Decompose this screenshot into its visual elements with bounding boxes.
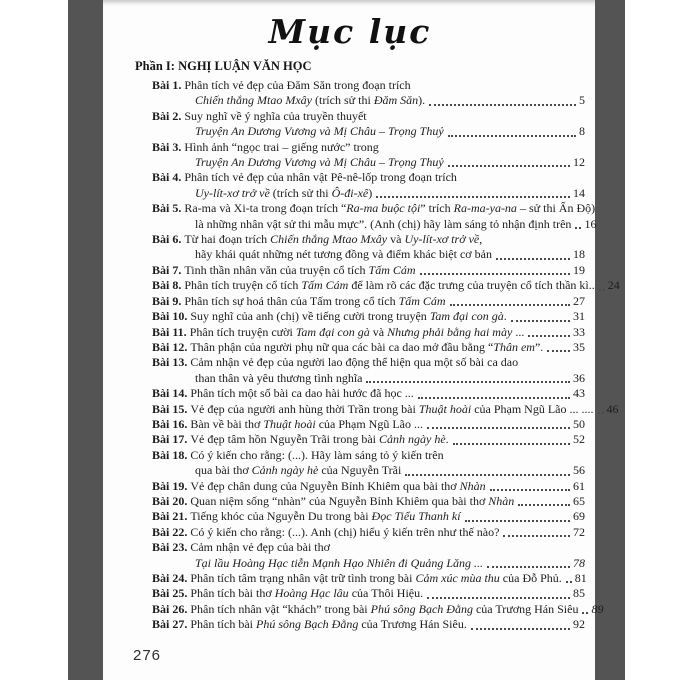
toc-entry-text: [135, 140, 379, 155]
toc-entry-run: Phân tích một số bài ca dao hài hước đã học ...: [190, 386, 414, 401]
toc-entry-run: Chiến thắng Mtao Mxây: [270, 232, 388, 247]
toc-entry-run: Phú sông Bạch Đằng: [370, 601, 473, 616]
toc-entry-run: Tam đại con gà: [429, 309, 504, 324]
toc-entry-text: [135, 170, 457, 185]
toc-entry-run: và: [369, 324, 388, 339]
toc-entry-run: là những nhân vật sử thi mẫu mực”. (Anh (chị) hãy làm sáng tỏ nhận định trên: [195, 216, 572, 231]
toc-entry: [135, 355, 585, 370]
toc-entry-run: Đọc Tiểu Thanh kí: [371, 509, 461, 524]
toc-page-number: 5: [579, 93, 585, 108]
toc-entry-run: Thân phận của người phụ nữ qua các bài ca dao mở đầu bằng “: [190, 339, 494, 354]
toc-entry-run: Bài 18.: [152, 447, 191, 462]
toc-entry-run: của Đỗ Phủ.: [499, 571, 562, 585]
toc-entry-run: Phân tích truyện cổ tích: [184, 278, 302, 293]
dot-leader: [487, 566, 570, 568]
toc-entry-text: [135, 278, 595, 293]
toc-entry-run: Truyện An Dương Vương và Mị Châu – Trọng Thuỷ: [195, 155, 444, 170]
toc-entry-run: Bài 17.: [152, 432, 191, 447]
toc-entry-run: Nhàn: [459, 478, 486, 493]
toc-entry-text: [135, 355, 518, 370]
toc-entry-text: [135, 556, 483, 571]
toc-entry: [135, 140, 585, 155]
toc-page-number: 36: [573, 370, 585, 385]
toc-page-number: 56: [573, 463, 585, 478]
dot-leader: [518, 504, 570, 506]
toc-page-number: 35: [573, 339, 585, 354]
toc-entry-run: Phân tích truyện cười: [189, 324, 296, 339]
toc-entry-run: ).: [418, 93, 426, 108]
toc-entry-run: Cảnh ngày hè: [379, 432, 446, 447]
toc-entry-run: Bài 13.: [152, 355, 191, 370]
book-page: [103, 0, 620, 680]
toc-entry-run: ,: [479, 232, 483, 247]
toc-entry-run: Quan niệm sống “nhàn” của Nguyễn Bỉnh Khiêm qua bài thơ: [190, 493, 489, 508]
toc-page-number: 27: [573, 293, 585, 308]
toc-entry: [135, 170, 585, 185]
toc-entry-text: [135, 509, 461, 524]
toc-entry-run: Thuật hoài: [418, 401, 472, 416]
toc-entry-run: Uy-lít-xơ trở về: [404, 232, 480, 247]
toc-entry-run: Phân tích bài thơ: [190, 586, 275, 601]
toc-entry-run: Bài 21.: [152, 509, 191, 524]
toc-entry: [135, 540, 585, 555]
toc-entry-run: Thân em: [493, 339, 535, 354]
toc-entry-run: Tấm Cám: [368, 262, 416, 277]
toc-entry-run: Phân tích sự hoá thân của Tấm trong cổ tích: [184, 293, 399, 308]
toc-entry: [135, 232, 585, 247]
toc-entry-run: Bài 16.: [152, 416, 191, 431]
toc-page-number: 52: [573, 432, 585, 447]
toc-entry-text: [135, 479, 486, 494]
toc-entry-text: [135, 124, 444, 139]
toc-entry-run: Bài 7.: [152, 262, 185, 277]
dot-leader: [418, 397, 570, 399]
toc-entry-run: ” trích: [420, 201, 454, 216]
toc-entry-run: ...: [512, 324, 525, 339]
toc-entry-run: ): [368, 185, 373, 200]
toc-entry: [135, 78, 585, 93]
toc-entry-text: [135, 448, 444, 463]
toc-page-number: 69: [573, 509, 585, 524]
toc-entry-run: Ra-ma buộc tội: [346, 201, 421, 216]
toc-entry-text: [135, 340, 543, 355]
toc-entry: [135, 479, 585, 494]
toc-entry-run: Cảnh ngày hè: [251, 463, 319, 478]
toc-entry-run: than thân và yêu thương tình nghĩa: [195, 370, 363, 385]
toc-entry-run: Đăm Săn: [373, 93, 419, 108]
toc-entry-run: Cảm nhận vẻ đẹp của người lao động thể hiện qua một số bài ca dao: [190, 355, 519, 370]
toc-entry-run: Bài 11.: [152, 324, 190, 339]
toc-page-number: 50: [573, 416, 585, 431]
toc-entry-run: của Thôi Hiệu.: [348, 586, 424, 601]
toc-entry-run: Tinh thần nhân văn của truyện cổ tích: [184, 262, 369, 277]
toc-page-number: 72: [573, 524, 585, 539]
toc-entry-run: Cảm nhận vẻ đẹp của bài thơ: [190, 540, 330, 555]
dot-leader: [453, 443, 570, 445]
dot-leader: [448, 165, 570, 167]
toc-entry-text: [135, 155, 444, 170]
toc-entry-run: Tam đại con gà: [295, 324, 370, 339]
toc-entry-run: Hình ảnh “ngọc trai – giếng nước” trong: [184, 139, 379, 154]
toc-entry: [135, 201, 596, 216]
toc-entry: [135, 494, 585, 509]
toc-entry-run: Cảm xúc mùa thu: [415, 571, 500, 585]
toc-entry-run: Bài 19.: [152, 478, 191, 493]
toc-entry-run: .: [445, 432, 449, 447]
toc-entry: [135, 340, 585, 355]
toc-entry-run: Bài 25.: [152, 586, 191, 601]
dot-leader: [427, 427, 570, 429]
toc-entry-run: ...: [471, 555, 483, 570]
toc-entry: [135, 124, 585, 139]
toc-entry-text: [135, 247, 492, 262]
toc-entry-run: Bài 23.: [152, 540, 191, 555]
toc-entry: [135, 586, 585, 601]
toc-entry-run: Tấm Cám: [398, 293, 446, 308]
toc-entry: [135, 109, 585, 124]
toc-entry-text: [135, 186, 372, 201]
toc-entry-text: [135, 386, 414, 401]
dot-leader: [496, 258, 570, 260]
dot-leader: [566, 581, 572, 583]
toc-entry-run: của Trương Hán Siêu: [472, 601, 579, 616]
toc-entry-run: Tại lầu Hoàng Hạc tiễn Mạnh Hạo Nhiên đi Quảng Lăng: [195, 555, 471, 570]
toc-page-number: 92: [573, 617, 585, 632]
toc-entry-run: Ra-ma và Xi-ta trong đoạn trích “: [184, 201, 347, 216]
page-number: 276: [133, 646, 162, 664]
toc-entry-run: Bài 2.: [152, 108, 185, 123]
toc-entry-run: Bài 9.: [152, 293, 185, 308]
toc-entry-text: [135, 602, 578, 617]
toc-entry-run: Tấm Cám: [301, 278, 349, 293]
toc-entry-run: của Trương Hán Siêu.: [358, 617, 467, 632]
toc-entry-run: Vẻ đẹp tâm hồn Nguyễn Trãi trong bài: [190, 432, 379, 447]
toc-page-number: 31: [573, 309, 585, 324]
toc-entry-run: Bài 8.: [152, 278, 185, 293]
toc-entry-text: [135, 309, 507, 324]
dot-leader: [429, 104, 576, 106]
toc-list: [135, 78, 620, 633]
toc-page-number: 85: [573, 586, 585, 601]
toc-page-number: 16: [584, 216, 597, 231]
toc-entry: [135, 525, 585, 540]
toc-entry-run: Phân tích tâm trạng nhân vật trữ tình trong bài: [190, 571, 416, 585]
toc-entry: [135, 216, 597, 232]
toc-entry-run: Có ý kiến cho rằng: (...). Hãy làm sáng tỏ ý kiến trên: [190, 447, 444, 462]
toc-page-number: 61: [573, 478, 585, 493]
dot-leader: [598, 412, 604, 414]
toc-entry-run: Suy nghĩ về ý nghĩa của truyền thuyết: [184, 108, 367, 123]
toc-entry-run: Bài 20.: [152, 493, 191, 508]
toc-entry: [135, 417, 585, 432]
toc-entry-run: Thuật hoài: [263, 416, 316, 431]
toc-entry-text: [135, 417, 423, 432]
toc-entry-text: [135, 294, 446, 309]
toc-entry-run: Có ý kiến cho rằng: (...). Anh (chị) hiểu ý kiến trên như thế nào?: [190, 524, 500, 539]
toc-entry-text: [135, 109, 367, 124]
toc-entry-run: Phân tích nhân vật “khách” trong bài: [190, 601, 371, 616]
toc-entry-run: (trích sử thi: [314, 93, 374, 108]
toc-entry: [135, 278, 620, 293]
toc-entry: [135, 155, 585, 170]
book-photo-backdrop: [68, 0, 625, 680]
toc-entry: [135, 601, 604, 617]
toc-entry-run: – sử thi Ấn Độ): [516, 201, 596, 216]
toc-page-number: 65: [573, 493, 585, 508]
toc-entry-run: Bài 12.: [152, 339, 191, 354]
toc-entry-run: Nhàn: [488, 493, 515, 508]
toc-entry-run: của Phạm Ngũ Lão ...: [315, 416, 423, 431]
toc-entry-text: [135, 432, 449, 447]
toc-entry-text: [135, 402, 594, 417]
toc-entry-run: Ra-ma-ya-na: [453, 201, 517, 216]
toc-entry-run: Nhưng phải bằng hai mày: [387, 324, 513, 339]
dot-leader: [465, 520, 570, 522]
toc-entry: [135, 93, 585, 108]
dot-leader: [420, 273, 570, 275]
toc-entry-run: Bàn về bài thơ: [190, 416, 264, 431]
toc-entry-run: Bài 24.: [152, 571, 191, 585]
toc-entry-run: Vẻ đẹp của người anh hùng thời Trần trong bài: [190, 401, 419, 416]
toc-entry-run: (trích sử thi: [272, 185, 332, 200]
toc-entry: [135, 556, 585, 571]
toc-entry: [135, 386, 585, 401]
toc-page-number: 18: [573, 247, 585, 262]
toc-entry-run: Chiến thắng Mtao Mxây: [195, 93, 315, 108]
dot-leader: [490, 489, 570, 491]
toc-entry-run: Suy nghĩ của anh (chị) về tiếng cười trong truyện: [190, 309, 430, 324]
toc-entry-run: Bài 1.: [152, 78, 185, 92]
toc-entry-text: [135, 494, 514, 509]
toc-page-number: 33: [573, 324, 585, 339]
toc-entry-text: [135, 217, 571, 232]
toc-entry-run: Truyện An Dương Vương và Mị Châu – Trọng Thuỷ: [195, 124, 444, 139]
toc-page-number: 46: [606, 401, 619, 416]
toc-entry-run: Phân tích bài: [190, 617, 256, 632]
toc-entry-run: hãy khái quát những nét tương đồng và điểm khác biệt cơ bản: [195, 247, 492, 262]
toc-page-number: 8: [579, 124, 585, 139]
toc-entry: [135, 509, 585, 524]
toc-entry-run: Bài 10.: [152, 309, 191, 324]
dot-leader: [599, 289, 605, 291]
toc-entry: [135, 294, 585, 309]
toc-entry-run: Phân tích vẻ đẹp của Đăm Săn trong đoạn trích: [184, 78, 411, 92]
toc-entry-run: Hoàng Hạc lâu: [274, 586, 349, 601]
page-title: Mục lục: [268, 12, 432, 51]
dot-leader: [405, 474, 570, 476]
toc-entry: [135, 571, 585, 586]
dot-leader: [582, 612, 588, 614]
toc-entry: [135, 186, 585, 201]
toc-entry-text: [135, 463, 401, 478]
toc-entry-run: Bài 15.: [152, 401, 191, 416]
toc-entry-run: Bài 4.: [152, 170, 185, 185]
toc-entry-text: [135, 571, 562, 586]
toc-entry-run: và: [387, 232, 405, 247]
toc-entry-text: [135, 371, 362, 386]
toc-page-number: 19: [573, 262, 585, 277]
toc-entry-text: [135, 201, 595, 216]
dot-leader: [427, 597, 570, 599]
page-content: [103, 0, 620, 680]
toc-entry-run: của Nguyễn Trãi: [318, 463, 402, 478]
toc-entry-run: Từ hai đoạn trích: [184, 232, 271, 247]
toc-entry-text: [135, 93, 425, 108]
toc-entry-run: Bài 27.: [152, 617, 191, 632]
toc-entry-text: [135, 263, 416, 278]
toc-entry: [135, 325, 585, 340]
toc-entry-run: Bài 3.: [152, 139, 185, 154]
dot-leader: [450, 304, 570, 306]
dot-leader: [471, 628, 570, 630]
toc-entry: [135, 463, 585, 478]
dot-leader: [528, 335, 570, 337]
dot-leader: [376, 196, 570, 198]
toc-entry-text: [135, 232, 482, 247]
dot-leader: [575, 227, 581, 229]
toc-page-number: 89: [591, 601, 604, 616]
toc-entry-text: [135, 525, 499, 540]
toc-page-number: 12: [573, 155, 585, 170]
toc-entry: [135, 401, 619, 417]
toc-entry-run: Bài 5.: [152, 201, 185, 216]
toc-entry-run: Bài 22.: [152, 524, 191, 539]
toc-entry-run: của Phạm Ngũ Lão ... ....: [471, 401, 594, 416]
toc-entry-run: Phú sông Bạch Đằng: [256, 617, 359, 632]
toc-entry-run: Vẻ đẹp chân dung của Nguyễn Bỉnh Khiêm qua bài thơ: [190, 478, 460, 493]
toc-entry-run: để làm rõ các đặc trưng của truyện cổ tích thần kì..: [348, 278, 595, 293]
dot-leader: [503, 535, 570, 537]
toc-entry-run: Tiếng khóc của Nguyễn Du trong bài: [190, 509, 372, 524]
toc-entry-text: [135, 540, 330, 555]
toc-entry: [135, 263, 585, 278]
toc-entry: [135, 448, 585, 463]
dot-leader: [366, 381, 570, 383]
toc-entry-run: qua bài thơ: [195, 463, 252, 478]
toc-entry-text: [135, 586, 423, 601]
toc-entry-run: Bài 14.: [152, 386, 191, 401]
toc-entry-run: .: [503, 309, 507, 324]
dot-leader: [547, 350, 570, 352]
toc-entry-run: ”.: [534, 339, 544, 354]
dot-leader: [448, 135, 576, 137]
toc-entry-run: Bài 6.: [152, 232, 185, 247]
toc-entry: [135, 617, 585, 632]
section-heading: Phần I: NGHỊ LUẬN VĂN HỌC: [135, 59, 312, 73]
toc-entry-text: [135, 325, 524, 340]
toc-entry-text: [135, 617, 467, 632]
toc-entry: [135, 309, 585, 324]
toc-page-number: 14: [573, 185, 585, 200]
dot-leader: [511, 320, 570, 322]
toc-entry: [135, 432, 585, 447]
toc-entry: [135, 247, 585, 262]
toc-page-number: 24: [607, 278, 620, 293]
toc-page-number: 81: [574, 571, 587, 585]
toc-entry: [135, 371, 585, 386]
toc-entry-run: Bài 26.: [152, 601, 191, 616]
toc-entry-run: Uy-lít-xơ trở về: [195, 185, 273, 200]
toc-page-number: 78: [573, 555, 585, 570]
toc-entry-run: Phân tích vẻ đẹp của nhân vật Pê-nê-lốp trong đoạn trích: [184, 170, 457, 185]
toc-page-number: 43: [573, 386, 585, 401]
toc-entry-text: [135, 78, 411, 93]
toc-entry-run: Ô-đi-xê: [331, 185, 369, 200]
